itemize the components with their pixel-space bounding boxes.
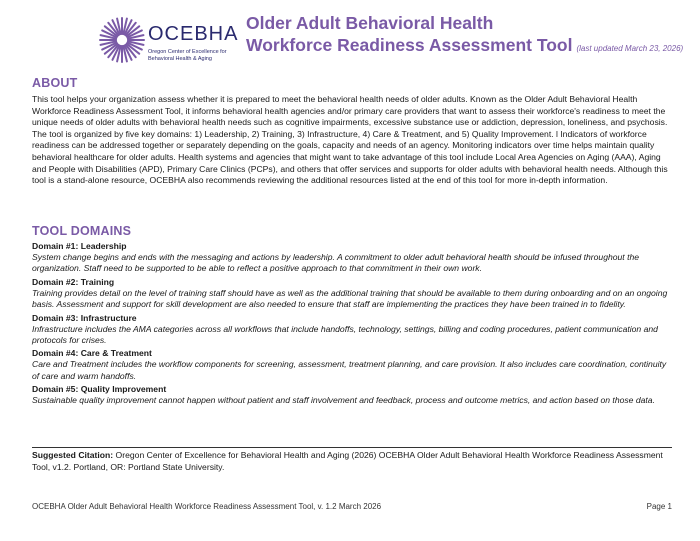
logo-subtitle: Oregon Center of Excellence for Behavioral Health & Aging	[148, 49, 227, 62]
ocebha-logo	[98, 16, 243, 72]
domain-description: Sustainable quality improvement cannot happen without patient and staff involvement and feedback, process and outcome metrics, and action based on those data.	[32, 395, 655, 406]
domain-title: Domain #1: Leadership	[32, 241, 127, 251]
domain-description: Infrastructure includes the AMA categories across all workflows that include handoffs, technology, settings, billing and coding procedures, patient communication and protocols for crises.	[32, 323, 658, 346]
about-heading: ABOUT	[32, 76, 78, 90]
last-updated: (last updated March 23, 2026)	[576, 44, 684, 53]
about-text: This tool helps your organization assess whether it is prepared to meet the behavioral health needs of older adults. Known as the Older Adult Behavioral Health Workforce Readiness Assessment Tool, it informs behavioral health agencies and/or primary care providers that want to assess their workforce's readiness to meet the unique needs of older adults with behavioral health needs such as cognitive impairments, excessive substance use or addiction, depression, loneliness, and psychosis. The tool is organized by five key domains: 1) Leadership, 2) Training, 3) Infrastructure, 4) Care & Treatment, and 5) Quality Improvement. l Indicators of workforce readiness can be addressed together or separately depending on the goals, capacity and needs of an agency. Monitoring indicators over time helps maintain quality behavioral healthcare for older adults. Health systems and agencies that might want to take advantage of this tool include Local Area Agencies on Aging (AAA), Aging and People with Disabilities (APD), Primary Care Clinics (PCPs), and others that offer services and supports for older adults with behavioral health needs. Although this tool is a stand-alone resource, OCEBHA also recommends reviewing the additional resources listed at the end of this tool for more in-depth information.	[32, 94, 668, 186]
title-block	[246, 12, 696, 60]
domains-list	[32, 240, 672, 408]
domain-title: Domain #5: Quality Improvement	[32, 384, 167, 395]
domain-title: Domain #2: Training	[32, 276, 115, 287]
domain-item	[32, 276, 672, 311]
flower-logo-icon	[98, 16, 146, 64]
header	[98, 12, 688, 72]
page-title-line2	[246, 34, 696, 60]
citation-label: Suggested Citation:	[32, 450, 114, 460]
page-title-line1: Older Adult Behavioral Health	[246, 13, 494, 33]
page-title-line2-text: Workforce Readiness Assessment Tool	[246, 35, 573, 55]
domain-description: Care and Treatment includes the workflow components for screening, assessment, treatment planning, and care provision. It also includes care coordination, continuity of care and warm handoffs.	[32, 359, 667, 381]
domain-item	[32, 347, 672, 382]
tool-domains-heading: TOOL DOMAINS	[32, 224, 132, 238]
suggested-citation	[32, 450, 672, 473]
citation-text: Oregon Center of Excellence for Behavioral Health and Aging (2026) OCEBHA Older Adult Behavioral Health Workforce Readiness Assessment Tool, v1.2. Portland, OR: Portland State University.	[32, 450, 663, 472]
footer-text: OCEBHA Older Adult Behavioral Health Workforce Readiness Assessment Tool, v. 1.2 March 2026	[32, 502, 382, 511]
flower-center	[117, 35, 127, 45]
domain-description: System change begins and ends with the messaging and actions by leadership. A commitment to older adult behavioral health should be infused throughout the organization. Staff need to be supported to be able to reflect a positive approach to that commitment in their own work.	[32, 252, 640, 274]
domain-item	[32, 383, 672, 406]
domain-title: Domain #4: Care & Treatment	[32, 348, 152, 359]
domain-description: Training provides detail on the level of training staff should have as well as the additional training that should be available to them during onboarding and on an ongoing basis. Assessment and support for skill development are also needed to ensure that staff are implementing the practices they have been trained in to fidelity.	[32, 287, 668, 310]
logo-wordmark: OCEBHA	[148, 23, 239, 45]
domain-item	[32, 240, 672, 275]
domain-title: Domain #3: Infrastructure	[32, 312, 137, 323]
page-number: Page 1	[646, 502, 672, 511]
divider	[32, 447, 672, 448]
domain-item	[32, 312, 672, 347]
